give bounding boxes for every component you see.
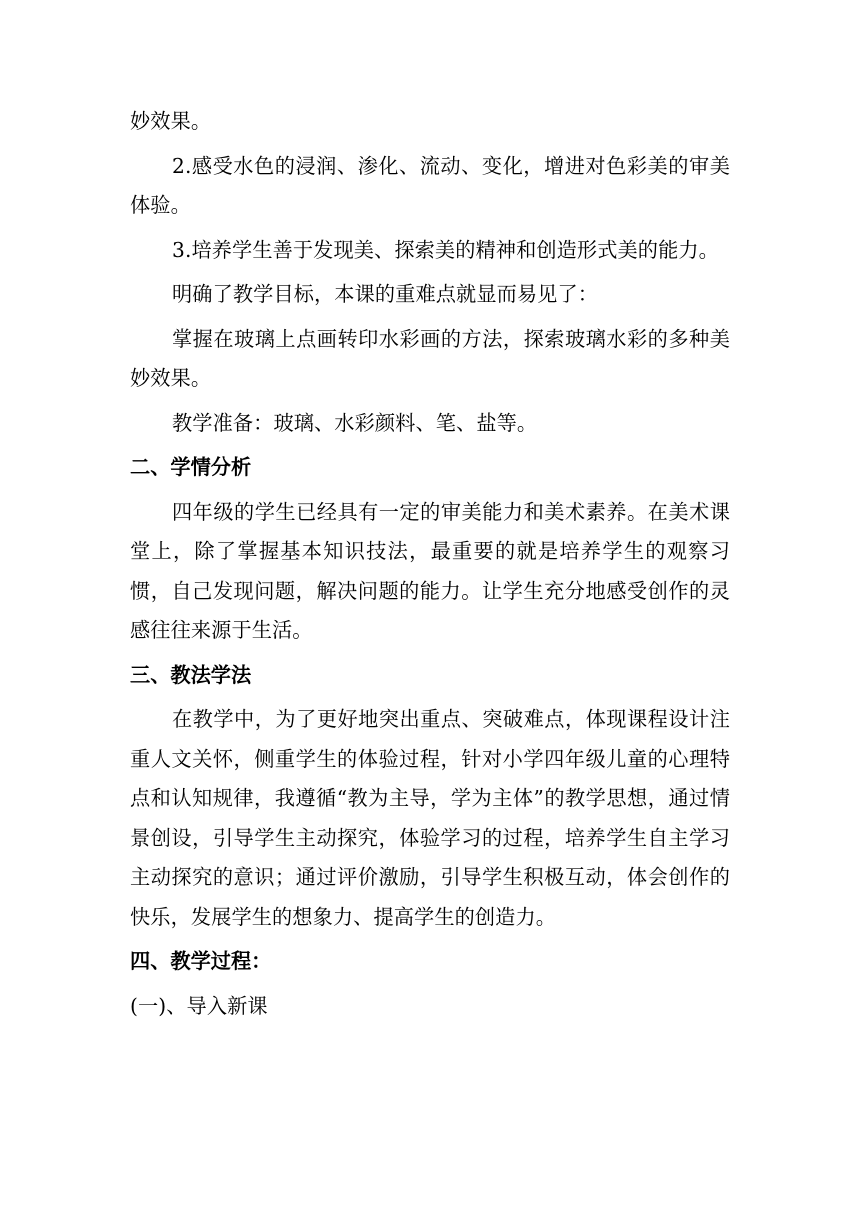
subsection-heading-1: (一)、导入新课 (130, 993, 268, 1018)
paragraph-preparation: 教学准备：玻璃、水彩颜料、笔、盐等。 (172, 410, 538, 435)
paragraph-section-3: 在教学中，为了更好地突出重点、突破难点，体现课程设计注重人文关怀，侧重学生的体验过程，针对小学四年级儿童的心理特点和认知规律，我遵循“教为主导，学为主体”的教学思想，通过情景创设，引导学生主动探究，体验学习的过程，培养学生自主学习主动探究的意识；通过评价激励，引导学生积极互动，体会创作的快乐，发展学生的想象力、提高学生的创造力。 (130, 707, 730, 929)
document-body (130, 102, 730, 1026)
paragraph-section-2: 四年级的学生已经具有一定的审美能力和美术素养。在美术课堂上，除了掌握基本知识技法，最重要的就是培养学生的观察习惯，自己发现问题，解决问题的能力。让学生充分地感受创作的灵感往往来源于生活。 (130, 499, 730, 642)
paragraph-key-point: 掌握在玻璃上点画转印水彩画的方法，探索玻璃水彩的多种美妙效果。 (130, 326, 730, 390)
paragraph-continuation: 妙效果。 (130, 109, 212, 133)
section-heading-3: 三、教法学法 (130, 662, 252, 687)
paragraph-key-intro: 明确了教学目标，本课的重难点就显而易见了： (172, 282, 599, 306)
paragraph-goal-2: 2.感受水色的浸润、渗化、流动、变化，增进对色彩美的审美体验。 (130, 153, 730, 217)
paragraph-goal-3: 3.培养学生善于发现美、探索美的精神和创造形式美的能力。 (172, 237, 719, 262)
section-heading-4: 四、教学过程： (130, 949, 272, 973)
section-heading-2: 二、学情分析 (130, 455, 252, 479)
